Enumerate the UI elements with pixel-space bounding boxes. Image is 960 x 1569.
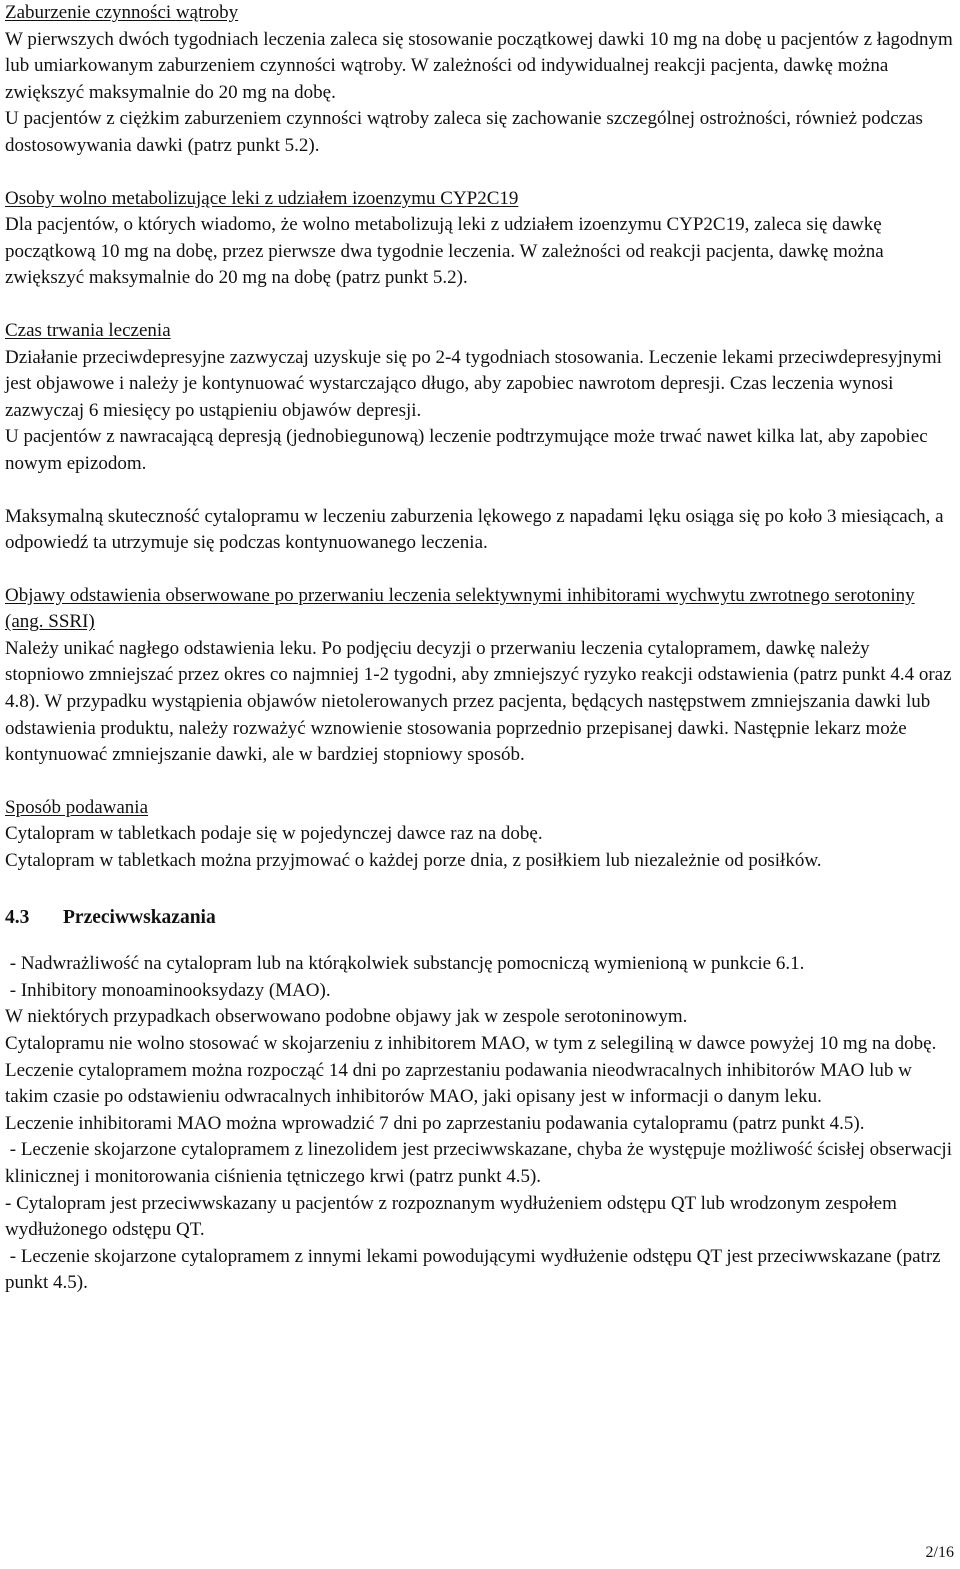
section-title-administration: Sposób podawania [5, 796, 149, 818]
paragraph: U pacjentów z nawracającą depresją (jednobiegunową) leczenie podtrzymujące może trwać nawet kilka lat, aby zapobiec nowym epizodom. [5, 426, 928, 474]
section-title-withdrawal: Objawy odstawienia obserwowane po przerwaniu leczenia selektywnymi inhibitorami wychwytu zwrotnego serotoniny (ang. SSRI) [5, 584, 915, 633]
contraindications-list [5, 951, 957, 1297]
list-item: Leczenie cytalopramem można rozpocząć 14 dni po zaprzestaniu podawania nieodwracalnych inhibitorów MAO lub w takim czasie po odstawieniu odwracalnych inhibitorów MAO, jaki opisany jest w informacji o danym leku. [5, 1059, 912, 1108]
list-item: Leczenie inhibitorami MAO można wprowadzić 7 dni po zaprzestaniu podawania cytalopramu (patrz punkt 4.5). [5, 1112, 865, 1134]
section-cyp2c19 [5, 186, 953, 292]
list-item: - Nadwrażliwość na cytalopram lub na którąkolwiek substancję pomocniczą wymienioną w punkcie 6.1. [5, 953, 805, 975]
list-item: - Inhibitory monoaminooksydazy (MAO). [5, 979, 331, 1001]
section-heading-title: Przeciwwskazania [63, 906, 216, 928]
paragraph: Dla pacjentów, o których wiadomo, że wolno metabolizują leki z udziałem izoenzymu CYP2C19, zaleca się dawkę początkową 10 mg na dobę, przez pierwsze dwa tygodnie leczenia. W zależności od reakcji pacjenta, dawkę można zwiększyć maksymalnie do 20 mg na dobę (patrz punkt 5.2). [5, 214, 884, 289]
paragraph: U pacjentów z ciężkim zaburzeniem czynności wątroby zaleca się zachowanie szczególnej ostrożności, również podczas dostosowywania dawki (patrz punkt 5.2). [5, 108, 923, 156]
section-duration [5, 318, 953, 478]
paragraph: Cytalopram w tabletkach można przyjmować o każdej porze dnia, z posiłkiem lub niezależnie od posiłków. [5, 850, 822, 872]
paragraph: Cytalopram w tabletkach podaje się w pojedynczej dawce raz na dobę. [5, 823, 543, 845]
list-item: - Leczenie skojarzone cytalopramem z innymi lekami powodującymi wydłużenie odstępu QT jest przeciwwskazane (patrz punkt 4.5). [5, 1245, 946, 1294]
anxiety-paragraph: Maksymalną skuteczność cytalopramu w leczeniu zaburzenia lękowego z napadami lęku osiąga się po koło 3 miesiącach, a odpowiedź ta utrzymuje się podczas kontynuowanego leczenia. [5, 505, 944, 554]
page-number: 2/16 [925, 1544, 954, 1561]
paragraph: W pierwszych dwóch tygodniach leczenia zaleca się stosowanie początkowej dawki 10 mg na dobę u pacjentów z łagodnym lub umiarkowanym zaburzeniem czynności wątroby. W zależności od indywidualnej reakcji pacjenta, dawkę można zwiększyć maksymalnie do 20 mg na dobę. [5, 28, 953, 103]
document-page [5, 0, 957, 1297]
paragraph: Działanie przeciwdepresyjne zazwyczaj uzyskuje się po 2-4 tygodniach stosowania. Leczenie lekami przeciwdepresyjnymi jest objawowe i należy je kontynuować wystarczająco długo, aby zapobiec nawrotom depresji. Czas leczenia wynosi zazwyczaj 6 miesięcy po ustąpieniu objawów depresji. [5, 346, 942, 421]
section-number: 4.3 [5, 906, 30, 928]
section-title-cyp2c19: Osoby wolno metabolizujące leki z udziałem izoenzymu CYP2C19 [5, 187, 519, 209]
section-title-liver: Zaburzenie czynności wątroby [5, 2, 239, 23]
list-item: - Leczenie skojarzone cytalopramem z linezolidem jest przeciwwskazane, chyba że występuje możliwość ścisłej obserwacji klinicznej i monitorowania ciśnienia tętniczego krwi (patrz punkt 4.5). [5, 1139, 957, 1187]
section-liver-impairment [5, 0, 953, 160]
list-item: Cytalopramu nie wolno stosować w skojarzeniu z inhibitorem MAO, w tym z selegiliną w dawce powyżej 10 mg na dobę. [5, 1033, 937, 1054]
section-withdrawal [5, 583, 953, 769]
section-title-duration: Czas trwania leczenia [5, 319, 171, 341]
paragraph: Należy unikać nagłego odstawienia leku. Po podjęciu decyzji o przerwaniu leczenia cytalopramem, dawkę należy stopniowo zmniejszać przez okres co najmniej 1-2 tygodni, aby zmniejszyć ryzyko reakcji odstawienia (patrz punkt 4.4 oraz 4.8). W przypadku wystąpienia objawów nietolerowanych przez pacjenta, będących następstwem zmniejszania dawki lub odstawienia produktu, należy rozważyć wznowienie stosowania poprzednio przepisanej dawki. Następnie lekarz może kontynuować zmniejszanie dawki, ale w bardziej stopniowy sposób. [5, 637, 952, 766]
list-item: - Cytalopram jest przeciwwskazany u pacjentów z rozpoznanym wydłużeniem odstępu QT lub wrodzonym zespołem wydłużonego odstępu QT. [5, 1192, 897, 1241]
section-heading-4-3 [5, 905, 953, 932]
list-item: W niektórych przypadkach obserwowano podobne objawy jak w zespole serotoninowym. [5, 1006, 688, 1028]
section-administration [5, 795, 953, 875]
